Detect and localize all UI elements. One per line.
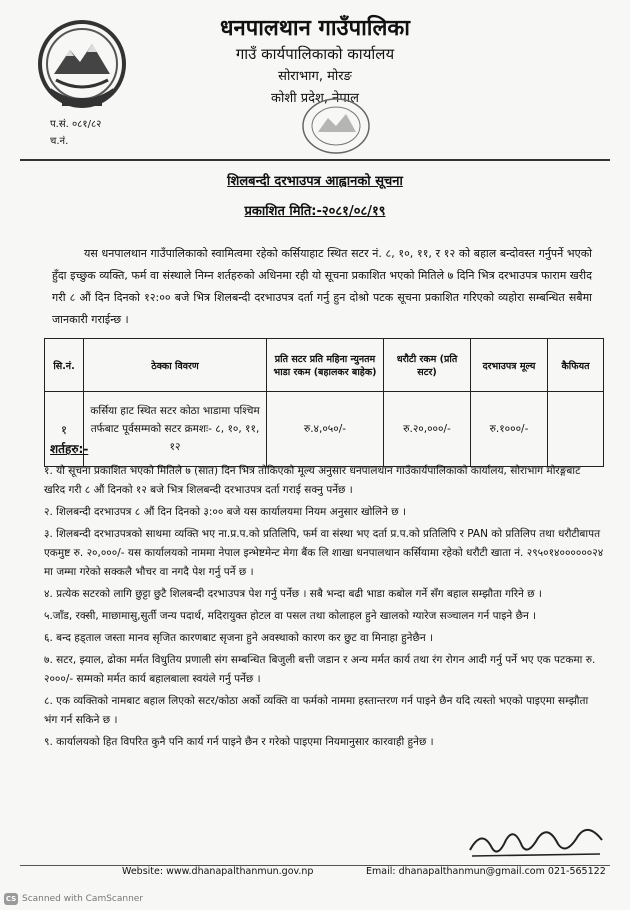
- published-date: प्रकाशित मिति:-२०८१/०८/१९: [244, 204, 386, 219]
- dispatch-number: च.नं.: [50, 136, 69, 147]
- scanner-watermark: [4, 893, 143, 905]
- term-item: ९. कार्यालयको हित विपरित कुनै पनि कार्य गर्न पाइने छैन र गरेको पाइएमा नियमानुसार कारवाही हुनेछ ।: [44, 736, 434, 748]
- signature-icon: [462, 820, 612, 862]
- terms-list: [44, 462, 604, 755]
- header-remarks: कैफियत: [548, 339, 604, 392]
- office-stamp-icon: [300, 96, 372, 156]
- cell-bid-fee: रु.१०००/-: [471, 392, 548, 467]
- term-item: ५.जाँड, रक्सी, माछामासु,सुर्ती जन्य पदार्थ, मदिरायुक्त होटल वा पसल तथा कोलाहल हुने खालको ग्यारेज सञ्चालन गर्न पाइने छैन ।: [44, 610, 537, 622]
- cell-deposit: रु.२०,०००/-: [384, 392, 471, 467]
- table-header-row: [45, 339, 604, 392]
- municipality-name: धनपालथान गाउँपालिका: [219, 16, 411, 41]
- notice-title: शिलबन्दी दरभाउपत्र आह्वानको सूचना: [227, 174, 403, 189]
- cell-remarks: [548, 392, 604, 467]
- website-text: Website: www.dhanapalthanmun.gov.np: [122, 866, 314, 877]
- phone-number: 021-565122: [547, 866, 606, 877]
- cell-description: कर्सिया हाट स्थित सटर कोठा भाडामा पश्चिम तर्फबाट पूर्वसम्मको सटर क्रमशः- ८, १०, ११, १२: [84, 392, 267, 467]
- office-name: गाउँ कार्यपालिकाको कार्यालय: [235, 45, 395, 63]
- table-row: [45, 392, 604, 467]
- header-serial: सि.नं.: [45, 339, 84, 392]
- reference-number: प.सं. ०८१/८२: [50, 119, 102, 130]
- office-province: कोशी प्रदेश, नेपाल: [271, 91, 359, 106]
- email-text: [366, 866, 606, 877]
- bid-table: [44, 338, 604, 467]
- cell-min-rent: रु.४,०५०/-: [267, 392, 384, 467]
- header-description: ठेक्का विवरण: [84, 339, 267, 392]
- scanner-label: Scanned with CamScanner: [22, 894, 144, 904]
- term-item: ४. प्रत्येक सटरको लागि छुट्टा छुटै शिलबन्दी दरभाउपत्र पेश गर्नु पर्नेछ । सबै भन्दा बढी भाडा कबोल गर्ने सँग बहाल सम्झौता गरिने छ ।: [44, 588, 542, 600]
- terms-heading: शर्तहरु:-: [50, 442, 89, 456]
- header-min-rent: प्रति सटर प्रति महिना न्युनतम भाडा रकम (बहालकर बाहेक): [267, 339, 384, 392]
- term-item: २. शिलबन्दी दरभाउपत्र ८ औं दिन दिनको ३:०० बजे यस कार्यालयमा नियम अनुसार खोलिने छ ।: [44, 506, 406, 518]
- cell-serial: १: [45, 392, 84, 467]
- header-divider: [20, 159, 610, 161]
- header-bid-fee: दरभाउपत्र मूल्य: [471, 339, 548, 392]
- email-address: Email: dhanapalthanmun@gmail.com: [366, 866, 545, 877]
- term-item: ६. बन्द हड्ताल जस्ता मानव सृजित कारणबाट सृजना हुने अवस्थाको कारण कर छुट वा मिनाहा हुनेछैन ।: [44, 632, 433, 644]
- office-district: सोराभाग, मोरङ: [278, 69, 352, 84]
- term-item: ८. एक व्यक्तिको नामबाट बहाल लिएको सटर/कोठा अर्को व्यक्ति वा फर्मको नाममा हस्तान्तरण गर्न पाइने छैन यदि त्यस्तो भएको पाइएमा सम्झौता भंग गर्न सकिने छ ।: [44, 695, 589, 726]
- term-item: १. यो सूचना प्रकाशित भएको मितिले ७ (सात) दिन भित्र तोकिएको मूल्य अनुसार धनपालथान गाउँकार्यपालिकाको कार्यालय, सोराभाग मोरङ्गबाट खरिद गरी ८ औं दिनको १२ बजे भित्र शिलबन्दी दरभाउपत्र दर्ता गराई सक्नु पर्नेछ ।: [44, 465, 581, 496]
- header-deposit: धरौटी रकम (प्रति सटर): [384, 339, 471, 392]
- intro-paragraph: यस धनपालथान गाउँपालिकाको स्वामित्वमा रहेको कर्सियाहाट स्थित सटर नं. ८, १०, ११, र १२ को बहाल बन्दोवस्त गर्नुपर्ने भएको हुँदा इच्छुक व्यक्ति, फर्म वा संस्थाले निम्न शर्तहरुको अधिनमा रही यो सूचना प्रकाशित भएको मितिले ७ दिनि भित्र दरभाउपत्र फाराम खरीद गरी ८ औं दिन दिनको १२:०० बजे भित्र शिलबन्दी दरभाउपत्र दर्ता गर्नु हुन दोश्रो पटक सूचना प्रकाशित गरिएको व्यहोरा सम्बन्धित सबैमा जानकारी गराईन्छ ।: [52, 247, 592, 326]
- camscanner-logo-icon: CS: [5, 895, 17, 903]
- term-item: ७. सटर, झ्याल, ढोका मर्मत विधुतिय प्रणाली संग सम्बन्धित बिजुली बत्ती जडान र अन्य मर्मत कार्य तथा रंग रोगन आदी गर्नु पर्ने भए एक पटकमा रु. २०००/- सम्मको मर्मत कार्य बहालबाला स्वयंले गर्नु पर्नेछ ।: [44, 654, 596, 685]
- term-item: ३. शिलबन्दी दरभाउपत्रको साथमा व्यक्ति भए ना.प्र.प.को प्रतिलिपि, फर्म वा संस्था भए दर्ता प्र.प.को प्रतिलिपि र PAN को प्रतिलिप तथा धरौटीबापत एकमुष्ट रु. २०,०००/- यस कार्यालयको नाममा नेपाल इन्भेष्टमेन्ट मेगा बैंक लि शाखा धनपालथान कर्सियामा रहेको धरौटी खाता नं. २९५०१४००००००२४ मा जम्मा गरेको सक्कलै भौचर वा नगदै पेश गर्नु पर्ने छ ।: [44, 528, 604, 578]
